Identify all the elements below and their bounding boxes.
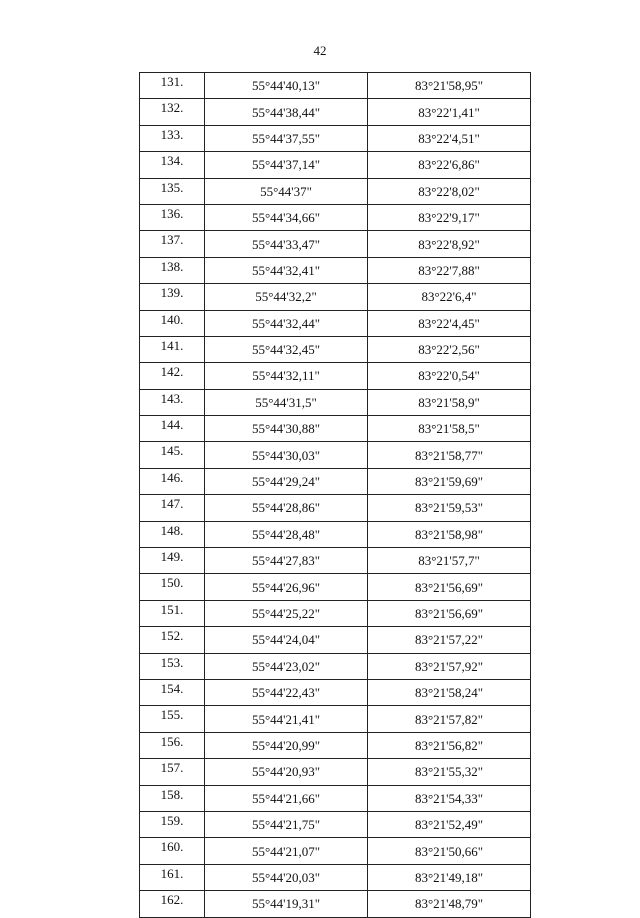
page-number: 42	[313, 43, 327, 58]
latitude-cell: 55°44'30,88"	[205, 416, 368, 442]
table-row	[140, 891, 531, 917]
longitude-cell: 83°22'0,54"	[368, 363, 531, 389]
point-number-cell: 149.	[140, 548, 205, 574]
latitude-cell: 55°44'20,93"	[205, 759, 368, 785]
latitude-cell: 55°44'20,03"	[205, 864, 368, 890]
point-number-cell: 159.	[140, 811, 205, 837]
latitude-cell: 55°44'28,48"	[205, 521, 368, 547]
longitude-cell: 83°21'58,77"	[368, 442, 531, 468]
point-number-cell: 131.	[140, 73, 205, 99]
latitude-cell: 55°44'40,13"	[205, 73, 368, 99]
table-row	[140, 574, 531, 600]
latitude-cell: 55°44'32,45"	[205, 336, 368, 362]
table-row	[140, 363, 531, 389]
table-row	[140, 178, 531, 204]
latitude-cell: 55°44'21,07"	[205, 838, 368, 864]
longitude-cell: 83°21'58,5"	[368, 416, 531, 442]
point-number-cell: 140.	[140, 310, 205, 336]
point-number-cell: 133.	[140, 125, 205, 151]
latitude-cell: 55°44'37"	[205, 178, 368, 204]
point-number-cell: 155.	[140, 706, 205, 732]
longitude-cell: 83°22'6,86"	[368, 152, 531, 178]
point-number-cell: 142.	[140, 363, 205, 389]
table-row	[140, 811, 531, 837]
table-row	[140, 336, 531, 362]
table-row	[140, 468, 531, 494]
point-number-cell: 132.	[140, 99, 205, 125]
longitude-cell: 83°21'56,69"	[368, 574, 531, 600]
table-row	[140, 204, 531, 230]
longitude-cell: 83°21'58,98"	[368, 521, 531, 547]
point-number-cell: 161.	[140, 864, 205, 890]
table-row	[140, 389, 531, 415]
latitude-cell: 55°44'21,41"	[205, 706, 368, 732]
latitude-cell: 55°44'28,86"	[205, 495, 368, 521]
longitude-cell: 83°22'7,88"	[368, 257, 531, 283]
latitude-cell: 55°44'29,24"	[205, 468, 368, 494]
table-row	[140, 653, 531, 679]
longitude-cell: 83°22'2,56"	[368, 336, 531, 362]
latitude-cell: 55°44'21,75"	[205, 811, 368, 837]
point-number-cell: 152.	[140, 627, 205, 653]
table-row	[140, 495, 531, 521]
point-number-cell: 157.	[140, 759, 205, 785]
point-number-cell: 134.	[140, 152, 205, 178]
latitude-cell: 55°44'37,14"	[205, 152, 368, 178]
point-number-cell: 156.	[140, 732, 205, 758]
longitude-cell: 83°22'4,51"	[368, 125, 531, 151]
point-number-cell: 137.	[140, 231, 205, 257]
point-number-cell: 143.	[140, 389, 205, 415]
table-row	[140, 521, 531, 547]
longitude-cell: 83°22'1,41"	[368, 99, 531, 125]
latitude-cell: 55°44'27,83"	[205, 548, 368, 574]
longitude-cell: 83°22'8,92"	[368, 231, 531, 257]
latitude-cell: 55°44'22,43"	[205, 679, 368, 705]
table-row	[140, 284, 531, 310]
longitude-cell: 83°22'8,02"	[368, 178, 531, 204]
point-number-cell: 153.	[140, 653, 205, 679]
longitude-cell: 83°21'58,24"	[368, 679, 531, 705]
table-row	[140, 548, 531, 574]
latitude-cell: 55°44'24,04"	[205, 627, 368, 653]
table-row	[140, 310, 531, 336]
latitude-cell: 55°44'21,66"	[205, 785, 368, 811]
latitude-cell: 55°44'23,02"	[205, 653, 368, 679]
longitude-cell: 83°21'56,69"	[368, 600, 531, 626]
point-number-cell: 146.	[140, 468, 205, 494]
table-row	[140, 838, 531, 864]
latitude-cell: 55°44'26,96"	[205, 574, 368, 600]
point-number-cell: 141.	[140, 336, 205, 362]
point-number-cell: 160.	[140, 838, 205, 864]
longitude-cell: 83°21'59,53"	[368, 495, 531, 521]
longitude-cell: 83°21'57,7"	[368, 548, 531, 574]
latitude-cell: 55°44'32,41"	[205, 257, 368, 283]
table-row	[140, 125, 531, 151]
coordinates-table	[139, 72, 531, 918]
table-row	[140, 759, 531, 785]
point-number-cell: 135.	[140, 178, 205, 204]
longitude-cell: 83°21'57,92"	[368, 653, 531, 679]
table-row	[140, 679, 531, 705]
latitude-cell: 55°44'34,66"	[205, 204, 368, 230]
table-row	[140, 257, 531, 283]
latitude-cell: 55°44'33,47"	[205, 231, 368, 257]
table-row	[140, 864, 531, 890]
latitude-cell: 55°44'37,55"	[205, 125, 368, 151]
table-row	[140, 627, 531, 653]
coordinates-table-body	[140, 73, 531, 918]
latitude-cell: 55°44'32,11"	[205, 363, 368, 389]
longitude-cell: 83°21'49,18"	[368, 864, 531, 890]
longitude-cell: 83°21'59,69"	[368, 468, 531, 494]
point-number-cell: 148.	[140, 521, 205, 547]
latitude-cell: 55°44'30,03"	[205, 442, 368, 468]
longitude-cell: 83°21'58,95"	[368, 73, 531, 99]
table-row	[140, 706, 531, 732]
table-row	[140, 785, 531, 811]
point-number-cell: 150.	[140, 574, 205, 600]
point-number-cell: 136.	[140, 204, 205, 230]
table-row	[140, 600, 531, 626]
longitude-cell: 83°21'57,22"	[368, 627, 531, 653]
point-number-cell: 139.	[140, 284, 205, 310]
table-row	[140, 416, 531, 442]
longitude-cell: 83°21'57,82"	[368, 706, 531, 732]
point-number-cell: 154.	[140, 679, 205, 705]
longitude-cell: 83°21'48,79"	[368, 891, 531, 917]
latitude-cell: 55°44'32,44"	[205, 310, 368, 336]
point-number-cell: 147.	[140, 495, 205, 521]
longitude-cell: 83°21'58,9"	[368, 389, 531, 415]
latitude-cell: 55°44'20,99"	[205, 732, 368, 758]
table-row	[140, 152, 531, 178]
point-number-cell: 151.	[140, 600, 205, 626]
table-row	[140, 442, 531, 468]
point-number-cell: 158.	[140, 785, 205, 811]
table-row	[140, 231, 531, 257]
longitude-cell: 83°21'50,66"	[368, 838, 531, 864]
longitude-cell: 83°22'4,45"	[368, 310, 531, 336]
latitude-cell: 55°44'31,5"	[205, 389, 368, 415]
longitude-cell: 83°21'54,33"	[368, 785, 531, 811]
longitude-cell: 83°21'52,49"	[368, 811, 531, 837]
longitude-cell: 83°21'55,32"	[368, 759, 531, 785]
longitude-cell: 83°22'6,4"	[368, 284, 531, 310]
latitude-cell: 55°44'38,44"	[205, 99, 368, 125]
table-row	[140, 73, 531, 99]
longitude-cell: 83°22'9,17"	[368, 204, 531, 230]
latitude-cell: 55°44'19,31"	[205, 891, 368, 917]
longitude-cell: 83°21'56,82"	[368, 732, 531, 758]
table-row	[140, 732, 531, 758]
table-row	[140, 99, 531, 125]
point-number-cell: 144.	[140, 416, 205, 442]
latitude-cell: 55°44'25,22"	[205, 600, 368, 626]
point-number-cell: 145.	[140, 442, 205, 468]
point-number-cell: 138.	[140, 257, 205, 283]
latitude-cell: 55°44'32,2"	[205, 284, 368, 310]
point-number-cell: 162.	[140, 891, 205, 917]
